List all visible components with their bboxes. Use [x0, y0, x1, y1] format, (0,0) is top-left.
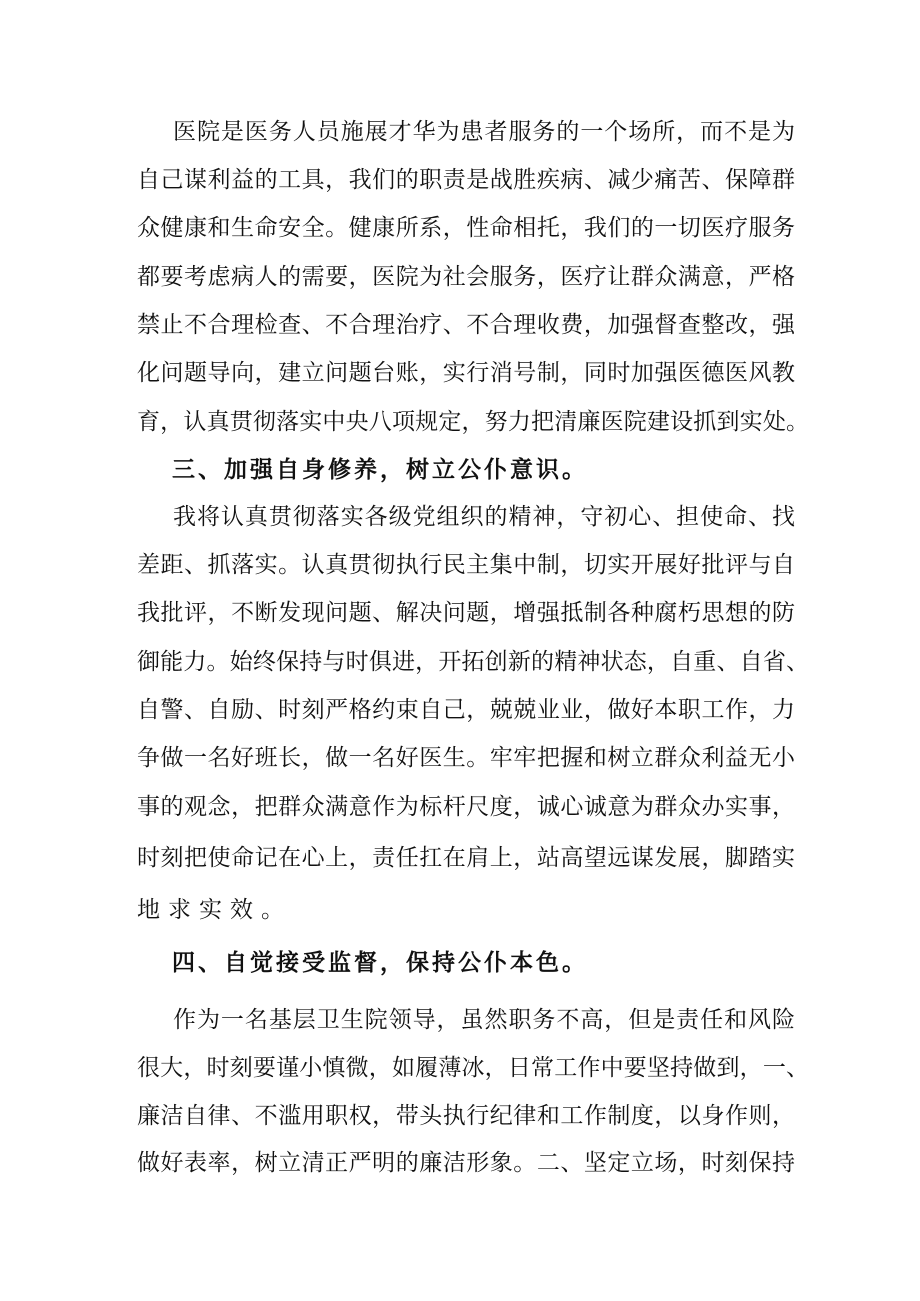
text-line: 做好表率，树立清正严明的廉洁形象。二、坚定立场，时刻保持	[137, 1150, 795, 1176]
section-heading-4: 四、自觉接受监督，保持公仆本色。	[172, 950, 588, 976]
text-line: 都要考虑病人的需要，医院为社会服务，医疗让群众满意，严格	[137, 264, 795, 290]
text-line: 禁止不合理检查、不合理治疗、不合理收费，加强督查整改，强	[137, 312, 795, 338]
text-line: 作为一名基层卫生院领导，虽然职务不高，但是责任和风险	[173, 1007, 795, 1033]
text-line: 自警、自励、时刻严格约束自己，兢兢业业，做好本职工作，力	[137, 697, 795, 723]
text-line: 医院是医务人员施展才华为患者服务的一个场所，而不是为	[173, 119, 795, 145]
text-line: 时刻把使命记在心上，责任扛在肩上，站高望远谋发展，脚踏实	[137, 845, 795, 871]
text-line: 廉洁自律、不滥用职权，带头执行纪律和工作制度，以身作则，	[137, 1103, 795, 1129]
text-line: 御能力。始终保持与时俱进，开拓创新的精神状态，自重、自省、	[137, 649, 809, 675]
section-heading-3: 三、加强自身修养，树立公仆意识。	[172, 457, 588, 483]
text-line: 争做一名好班长，做一名好医生。牢牢把握和树立群众利益无小	[137, 745, 795, 771]
text-line: 我批评，不断发现问题、解决问题，增强抵制各种腐朽思想的防	[137, 600, 795, 626]
text-line: 差距、抓落实。认真贯彻执行民主集中制，切实开展好批评与自	[137, 552, 795, 578]
text-line: 育，认真贯彻落实中央八项规定，努力把清廉医院建设抓到实处。	[137, 409, 809, 435]
text-line: 地求实效。	[137, 897, 292, 923]
text-line: 我将认真贯彻落实各级党组织的精神，守初心、担使命、找	[173, 504, 795, 530]
text-line: 化问题导向，建立问题台账，实行消号制，同时加强医德医风教	[137, 360, 795, 386]
text-line: 自己谋利益的工具，我们的职责是战胜疾病、减少痛苦、保障群	[137, 167, 795, 193]
text-line: 很大，时刻要谨小慎微，如履薄冰，日常工作中要坚持做到，一、	[137, 1055, 809, 1081]
text-line: 众健康和生命安全。健康所系，性命相托，我们的一切医疗服务	[137, 215, 795, 241]
text-line: 事的观念，把群众满意作为标杆尺度，诚心诚意为群众办实事，	[137, 794, 795, 820]
